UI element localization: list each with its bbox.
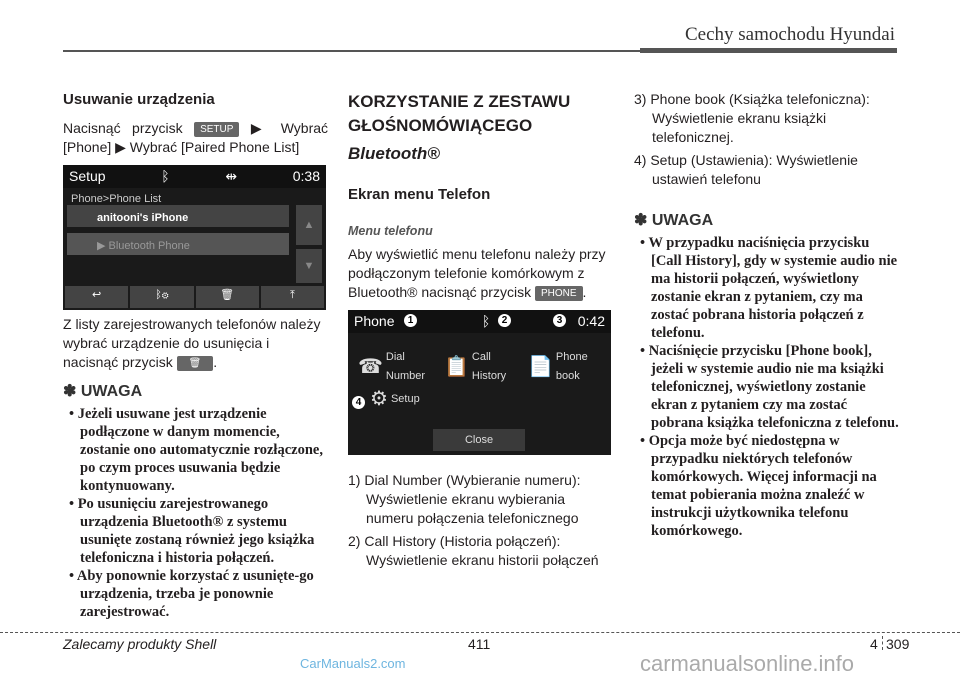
phone-menu-screen <box>348 310 611 455</box>
list-item: 3) Phone book (Książka telefoniczna): Wyświetlenie ekranu książki telefonicznej. <box>634 91 870 145</box>
phone-book-icon: 📄 <box>528 355 553 378</box>
usb-icon: ⇹ <box>225 168 238 184</box>
callout-marker: 4 <box>352 396 365 409</box>
bluetooth-icon: ᛒ <box>481 313 491 329</box>
list-item: 2) Call History (Historia połączeń): Wyświetlenie ekranu historii połączeń <box>348 533 599 568</box>
footer-page-index: 411 <box>468 636 491 652</box>
setup-button[interactable]: ⚙ Setup <box>370 388 420 410</box>
breadcrumb: Phone>Phone List <box>71 193 162 205</box>
delete-instruction: Z listy zarejestrowanych telefonów należy wybrać urządzenie do usunięcia i nacisnąć przycisk 🗑 . <box>63 316 321 370</box>
section-title: KORZYSTANIE Z ZESTAWU GŁOŚNOMÓWIĄCEGO <box>348 92 571 135</box>
bluetooth-heading: Bluetooth® <box>348 144 440 163</box>
page-number: 309 <box>886 636 910 652</box>
list-item: 1) Dial Number (Wybieranie numeru): Wyświetlenie ekranu wybierania numeru połączenia telefonicznego <box>348 472 581 526</box>
callout-marker: 3 <box>553 314 566 327</box>
header-rule-thick <box>640 48 897 53</box>
watermark-overlay: CarManuals2.com <box>300 656 406 671</box>
scroll-up-button[interactable]: ▲ <box>296 205 322 245</box>
note-item: • Naciśnięcie przycisku [Phone book], jeżeli w systemie audio nie ma książki telefonicznej, wyświetlony zostanie ekran z pytaniem czy ma zostać pobrana książka telefoniczna z telefonu. <box>640 343 899 431</box>
note-title: ✽ UWAGA <box>63 383 143 400</box>
screen-title: Setup <box>69 168 106 184</box>
section-header: Cechy samochodu Hyundai <box>684 24 895 45</box>
callout-marker: 2 <box>498 314 511 327</box>
top-button[interactable]: ⤒ <box>261 286 324 308</box>
dial-number-button[interactable]: ☎ Dial Number <box>358 351 426 382</box>
menu-text: Aby wyświetlić menu telefonu należy przy podłączonym telefonie komórkowym z Bluetooth® nacisnąć przycisk PHONE . <box>348 246 606 300</box>
note-item: • Po usunięciu zarejestrowanego urządzenia Bluetooth® z systemu usunięte zostaną również jego książka telefoniczna i historia połączeń. <box>69 496 315 566</box>
delete-key-icon: 🗑 <box>177 356 214 371</box>
middle-column <box>348 90 613 574</box>
device-item-selected[interactable]: ▶ Bluetooth Phone <box>67 233 289 255</box>
gear-icon: ⚙ <box>370 388 388 410</box>
call-history-button[interactable]: 📋 Call History <box>444 351 507 382</box>
footer-divider <box>882 636 883 650</box>
subsection-title: Ekran menu Telefon <box>348 186 491 203</box>
device-item[interactable]: anitooni's iPhone <box>67 205 289 227</box>
setup-key: SETUP <box>194 122 239 137</box>
footer-note: Zalecamy produkty Shell <box>63 636 217 652</box>
note-item: • Opcja może być niedostępna w przypadku niektórych telefonów komórkowych. Więcej informacji na temat pobierania można znaleźć w instrukcji użytkownika telefonu komórkowego. <box>640 433 877 539</box>
right-column <box>634 90 899 540</box>
bluetooth-icon: ᛒ <box>161 168 170 184</box>
screen-clock: 0:38 <box>292 168 320 184</box>
note-item: • Jeżeli usuwane jest urządzenie podłączone w danym momencie, zostanie ono automatycznie rozłączone, po czym proces usuwania będzie kontynuowany. <box>69 406 323 494</box>
back-button[interactable]: ↩ <box>65 286 128 308</box>
call-history-icon: 📋 <box>444 355 469 378</box>
phone-icon: ☎ <box>358 355 383 378</box>
delete-button[interactable]: 🗑 <box>196 286 259 308</box>
watermark: carmanualsonline.info <box>640 651 855 676</box>
note-title: ✽ UWAGA <box>634 212 714 229</box>
chapter-number: 4 <box>870 636 878 652</box>
bluetooth-settings-button[interactable]: ᛒ⚙ <box>130 286 193 308</box>
screen-title: Phone <box>354 313 395 329</box>
phone-key: PHONE <box>535 286 583 301</box>
phone-book-button[interactable]: 📄 Phone book <box>528 351 588 382</box>
list-item: 4) Setup (Ustawienia): Wyświetlenie ustawień telefonu <box>634 152 858 187</box>
callout-marker: 1 <box>404 314 417 327</box>
footer-rule <box>0 632 960 633</box>
close-button[interactable]: Close <box>433 429 525 451</box>
section-title: Usuwanie urządzenia <box>63 91 215 108</box>
left-column <box>63 90 328 621</box>
menu-heading: Menu telefonu <box>348 224 433 238</box>
instruction: Nacisnąć przycisk SETUP ▶ Wybrać [Phone] ▶ Wybrać [Paired Phone List] <box>63 120 329 155</box>
phone-list-screen <box>63 165 326 310</box>
screen-clock: 0:42 <box>577 313 605 329</box>
note-item: • Aby ponownie korzystać z usunięte-go urządzenia, trzeba je ponownie zarejestrować. <box>69 568 314 620</box>
note-item: • W przypadku naciśnięcia przycisku [Call History], gdy w systemie audio nie ma historii połączeń, wyświetlony zostanie ekran z pytaniem, czy ma zostać pobrana historia połączeń z telefonu. <box>640 235 898 341</box>
scroll-down-button[interactable]: ▼ <box>296 249 322 283</box>
